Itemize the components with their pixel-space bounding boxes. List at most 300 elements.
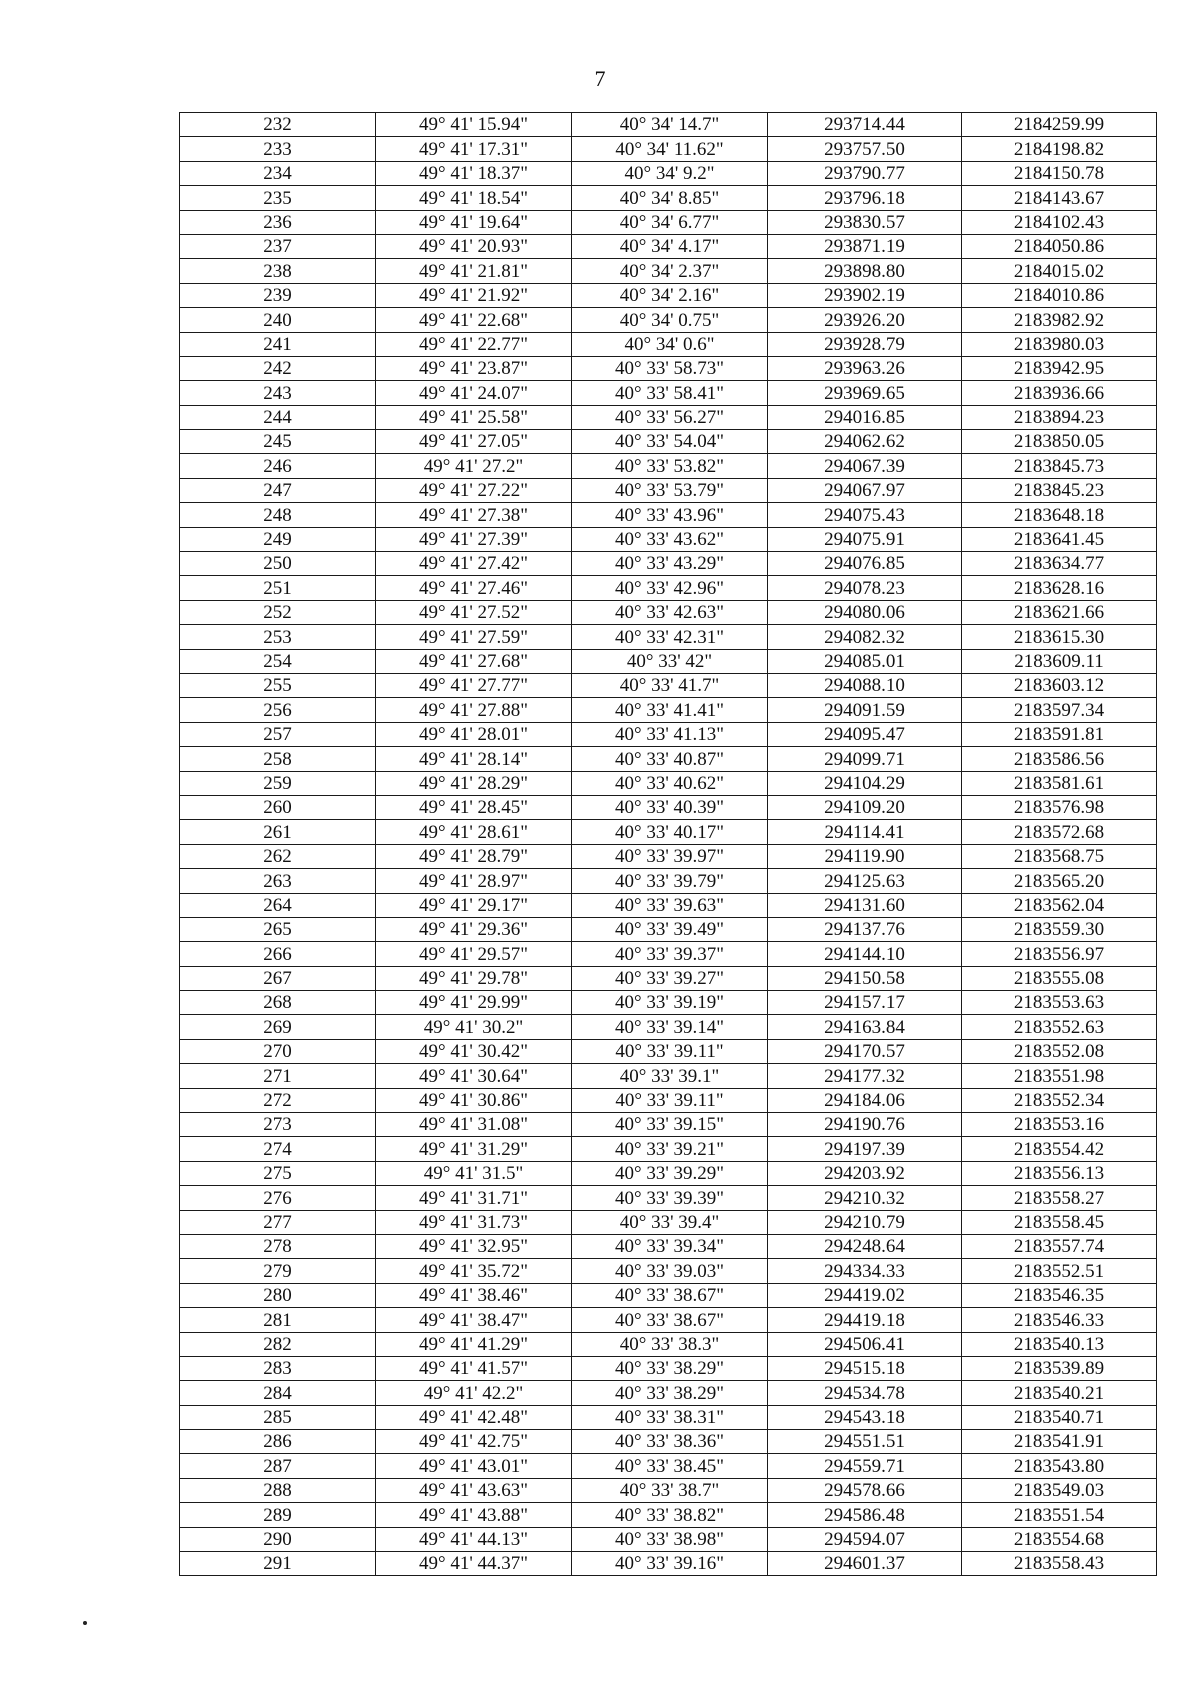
table-row [180, 795, 1157, 819]
longitude-cell: 40° 33' 53.79" [572, 478, 768, 502]
longitude-cell: 40° 33' 39.49" [572, 917, 768, 941]
y-coordinate-cell: 2183556.97 [962, 942, 1157, 966]
x-coordinate-cell: 294534.78 [768, 1381, 962, 1405]
point-number-cell: 264 [180, 893, 376, 917]
latitude-cell: 49° 41' 29.99" [376, 991, 572, 1015]
point-number-cell: 235 [180, 186, 376, 210]
table-row [180, 527, 1157, 551]
y-coordinate-cell: 2183543.80 [962, 1454, 1157, 1478]
table-row [180, 1259, 1157, 1283]
point-number-cell: 270 [180, 1039, 376, 1063]
table-row [180, 1088, 1157, 1112]
x-coordinate-cell: 294109.20 [768, 795, 962, 819]
table-row [180, 698, 1157, 722]
latitude-cell: 49° 41' 31.73" [376, 1210, 572, 1234]
x-coordinate-cell: 294248.64 [768, 1234, 962, 1258]
point-number-cell: 255 [180, 673, 376, 697]
point-number-cell: 244 [180, 405, 376, 429]
x-coordinate-cell: 293902.19 [768, 283, 962, 307]
point-number-cell: 246 [180, 454, 376, 478]
longitude-cell: 40° 33' 38.98" [572, 1527, 768, 1551]
x-coordinate-cell: 294144.10 [768, 942, 962, 966]
x-coordinate-cell: 294334.33 [768, 1259, 962, 1283]
y-coordinate-cell: 2183576.98 [962, 795, 1157, 819]
table-row [180, 1552, 1157, 1576]
latitude-cell: 49° 41' 28.01" [376, 722, 572, 746]
longitude-cell: 40° 33' 38.7" [572, 1478, 768, 1502]
x-coordinate-cell: 294543.18 [768, 1405, 962, 1429]
longitude-cell: 40° 33' 39.14" [572, 1015, 768, 1039]
longitude-cell: 40° 33' 40.62" [572, 771, 768, 795]
latitude-cell: 49° 41' 31.29" [376, 1137, 572, 1161]
point-number-cell: 236 [180, 210, 376, 234]
table-row [180, 161, 1157, 185]
y-coordinate-cell: 2184259.99 [962, 113, 1157, 137]
latitude-cell: 49° 41' 30.64" [376, 1064, 572, 1088]
x-coordinate-cell: 294076.85 [768, 552, 962, 576]
latitude-cell: 49° 41' 31.71" [376, 1186, 572, 1210]
longitude-cell: 40° 33' 38.29" [572, 1356, 768, 1380]
table-row [180, 405, 1157, 429]
point-number-cell: 237 [180, 234, 376, 258]
x-coordinate-cell: 294586.48 [768, 1503, 962, 1527]
longitude-cell: 40° 33' 41.13" [572, 722, 768, 746]
latitude-cell: 49° 41' 31.08" [376, 1113, 572, 1137]
x-coordinate-cell: 294210.79 [768, 1210, 962, 1234]
latitude-cell: 49° 41' 35.72" [376, 1259, 572, 1283]
latitude-cell: 49° 41' 23.87" [376, 356, 572, 380]
point-number-cell: 269 [180, 1015, 376, 1039]
longitude-cell: 40° 33' 38.67" [572, 1283, 768, 1307]
latitude-cell: 49° 41' 27.68" [376, 649, 572, 673]
point-number-cell: 245 [180, 430, 376, 454]
longitude-cell: 40° 34' 0.6" [572, 332, 768, 356]
table-row [180, 942, 1157, 966]
table-row [180, 1234, 1157, 1258]
point-number-cell: 253 [180, 625, 376, 649]
y-coordinate-cell: 2183558.27 [962, 1186, 1157, 1210]
longitude-cell: 40° 34' 9.2" [572, 161, 768, 185]
x-coordinate-cell: 293757.50 [768, 137, 962, 161]
point-number-cell: 277 [180, 1210, 376, 1234]
longitude-cell: 40° 33' 43.96" [572, 503, 768, 527]
table-row [180, 1381, 1157, 1405]
x-coordinate-cell: 294091.59 [768, 698, 962, 722]
latitude-cell: 49° 41' 41.29" [376, 1332, 572, 1356]
table-row [180, 1161, 1157, 1185]
latitude-cell: 49° 41' 31.5" [376, 1161, 572, 1185]
longitude-cell: 40° 33' 39.63" [572, 893, 768, 917]
x-coordinate-cell: 294067.97 [768, 478, 962, 502]
y-coordinate-cell: 2183556.13 [962, 1161, 1157, 1185]
longitude-cell: 40° 33' 43.62" [572, 527, 768, 551]
table-row [180, 844, 1157, 868]
y-coordinate-cell: 2184143.67 [962, 186, 1157, 210]
table-row [180, 210, 1157, 234]
x-coordinate-cell: 294119.90 [768, 844, 962, 868]
longitude-cell: 40° 33' 56.27" [572, 405, 768, 429]
page-number: 7 [594, 66, 606, 91]
table-row [180, 454, 1157, 478]
table-row [180, 625, 1157, 649]
y-coordinate-cell: 2183551.98 [962, 1064, 1157, 1088]
y-coordinate-cell: 2184015.02 [962, 259, 1157, 283]
latitude-cell: 49° 41' 22.77" [376, 332, 572, 356]
x-coordinate-cell: 293969.65 [768, 381, 962, 405]
y-coordinate-cell: 2184010.86 [962, 283, 1157, 307]
table-row [180, 234, 1157, 258]
longitude-cell: 40° 33' 39.37" [572, 942, 768, 966]
point-number-cell: 262 [180, 844, 376, 868]
table-row [180, 113, 1157, 137]
x-coordinate-cell: 294062.62 [768, 430, 962, 454]
longitude-cell: 40° 34' 14.7" [572, 113, 768, 137]
point-number-cell: 251 [180, 576, 376, 600]
longitude-cell: 40° 33' 58.41" [572, 381, 768, 405]
x-coordinate-cell: 294190.76 [768, 1113, 962, 1137]
table-row [180, 356, 1157, 380]
longitude-cell: 40° 34' 8.85" [572, 186, 768, 210]
table-row [180, 1210, 1157, 1234]
table-row [180, 869, 1157, 893]
x-coordinate-cell: 294067.39 [768, 454, 962, 478]
point-number-cell: 260 [180, 795, 376, 819]
x-coordinate-cell: 294080.06 [768, 600, 962, 624]
latitude-cell: 49° 41' 42.75" [376, 1430, 572, 1454]
y-coordinate-cell: 2183554.42 [962, 1137, 1157, 1161]
latitude-cell: 49° 41' 29.78" [376, 966, 572, 990]
point-number-cell: 273 [180, 1113, 376, 1137]
latitude-cell: 49° 41' 27.46" [376, 576, 572, 600]
y-coordinate-cell: 2183549.03 [962, 1478, 1157, 1502]
longitude-cell: 40° 33' 42" [572, 649, 768, 673]
point-number-cell: 252 [180, 600, 376, 624]
longitude-cell: 40° 33' 38.36" [572, 1430, 768, 1454]
y-coordinate-cell: 2183555.08 [962, 966, 1157, 990]
latitude-cell: 49° 41' 21.92" [376, 283, 572, 307]
y-coordinate-cell: 2183591.81 [962, 722, 1157, 746]
point-number-cell: 234 [180, 161, 376, 185]
table-row [180, 649, 1157, 673]
latitude-cell: 49° 41' 38.47" [376, 1308, 572, 1332]
table-row [180, 259, 1157, 283]
latitude-cell: 49° 41' 28.61" [376, 820, 572, 844]
y-coordinate-cell: 2183553.16 [962, 1113, 1157, 1137]
table-row [180, 1430, 1157, 1454]
latitude-cell: 49° 41' 19.64" [376, 210, 572, 234]
table-row [180, 552, 1157, 576]
x-coordinate-cell: 294601.37 [768, 1552, 962, 1576]
x-coordinate-cell: 294578.66 [768, 1478, 962, 1502]
point-number-cell: 283 [180, 1356, 376, 1380]
x-coordinate-cell: 294551.51 [768, 1430, 962, 1454]
point-number-cell: 232 [180, 113, 376, 137]
longitude-cell: 40° 33' 39.21" [572, 1137, 768, 1161]
table-row [180, 137, 1157, 161]
x-coordinate-cell: 294131.60 [768, 893, 962, 917]
point-number-cell: 250 [180, 552, 376, 576]
point-number-cell: 258 [180, 747, 376, 771]
x-coordinate-cell: 294078.23 [768, 576, 962, 600]
y-coordinate-cell: 2183552.34 [962, 1088, 1157, 1112]
latitude-cell: 49° 41' 29.57" [376, 942, 572, 966]
x-coordinate-cell: 294082.32 [768, 625, 962, 649]
table-row [180, 430, 1157, 454]
longitude-cell: 40° 33' 38.82" [572, 1503, 768, 1527]
y-coordinate-cell: 2183845.73 [962, 454, 1157, 478]
x-coordinate-cell: 294104.29 [768, 771, 962, 795]
x-coordinate-cell: 294150.58 [768, 966, 962, 990]
y-coordinate-cell: 2183603.12 [962, 673, 1157, 697]
table-row [180, 1113, 1157, 1137]
y-coordinate-cell: 2183936.66 [962, 381, 1157, 405]
x-coordinate-cell: 294197.39 [768, 1137, 962, 1161]
point-number-cell: 275 [180, 1161, 376, 1185]
longitude-cell: 40° 34' 2.16" [572, 283, 768, 307]
latitude-cell: 49° 41' 27.05" [376, 430, 572, 454]
longitude-cell: 40° 33' 39.16" [572, 1552, 768, 1576]
longitude-cell: 40° 33' 41.41" [572, 698, 768, 722]
point-number-cell: 288 [180, 1478, 376, 1502]
latitude-cell: 49° 41' 41.57" [376, 1356, 572, 1380]
table-row [180, 600, 1157, 624]
longitude-cell: 40° 33' 38.45" [572, 1454, 768, 1478]
point-number-cell: 248 [180, 503, 376, 527]
point-number-cell: 257 [180, 722, 376, 746]
latitude-cell: 49° 41' 44.13" [376, 1527, 572, 1551]
x-coordinate-cell: 293963.26 [768, 356, 962, 380]
longitude-cell: 40° 33' 40.17" [572, 820, 768, 844]
x-coordinate-cell: 293928.79 [768, 332, 962, 356]
point-number-cell: 286 [180, 1430, 376, 1454]
point-number-cell: 289 [180, 1503, 376, 1527]
latitude-cell: 49° 41' 21.81" [376, 259, 572, 283]
point-number-cell: 259 [180, 771, 376, 795]
table-row [180, 1478, 1157, 1502]
x-coordinate-cell: 293871.19 [768, 234, 962, 258]
latitude-cell: 49° 41' 30.86" [376, 1088, 572, 1112]
latitude-cell: 49° 41' 38.46" [376, 1283, 572, 1307]
longitude-cell: 40° 33' 39.39" [572, 1186, 768, 1210]
x-coordinate-cell: 293790.77 [768, 161, 962, 185]
x-coordinate-cell: 294419.18 [768, 1308, 962, 1332]
y-coordinate-cell: 2183894.23 [962, 405, 1157, 429]
point-number-cell: 263 [180, 869, 376, 893]
y-coordinate-cell: 2184102.43 [962, 210, 1157, 234]
longitude-cell: 40° 33' 42.31" [572, 625, 768, 649]
latitude-cell: 49° 41' 24.07" [376, 381, 572, 405]
table-row [180, 478, 1157, 502]
x-coordinate-cell: 293714.44 [768, 113, 962, 137]
table-row [180, 1503, 1157, 1527]
point-number-cell: 247 [180, 478, 376, 502]
table-row [180, 381, 1157, 405]
y-coordinate-cell: 2183942.95 [962, 356, 1157, 380]
point-number-cell: 241 [180, 332, 376, 356]
point-number-cell: 279 [180, 1259, 376, 1283]
x-coordinate-cell: 294125.63 [768, 869, 962, 893]
coordinates-table-body [180, 113, 1157, 1576]
longitude-cell: 40° 33' 39.11" [572, 1039, 768, 1063]
table-row [180, 1137, 1157, 1161]
longitude-cell: 40° 33' 42.63" [572, 600, 768, 624]
longitude-cell: 40° 34' 11.62" [572, 137, 768, 161]
latitude-cell: 49° 41' 17.31" [376, 137, 572, 161]
table-row [180, 917, 1157, 941]
x-coordinate-cell: 294203.92 [768, 1161, 962, 1185]
y-coordinate-cell: 2183558.43 [962, 1552, 1157, 1576]
y-coordinate-cell: 2183546.35 [962, 1283, 1157, 1307]
x-coordinate-cell: 293796.18 [768, 186, 962, 210]
y-coordinate-cell: 2183581.61 [962, 771, 1157, 795]
x-coordinate-cell: 294016.85 [768, 405, 962, 429]
y-coordinate-cell: 2184050.86 [962, 234, 1157, 258]
table-row [180, 1356, 1157, 1380]
x-coordinate-cell: 294088.10 [768, 673, 962, 697]
stray-mark [83, 1621, 87, 1625]
table-row [180, 771, 1157, 795]
latitude-cell: 49° 41' 20.93" [376, 234, 572, 258]
latitude-cell: 49° 41' 44.37" [376, 1552, 572, 1576]
latitude-cell: 49° 41' 27.39" [376, 527, 572, 551]
point-number-cell: 256 [180, 698, 376, 722]
table-row [180, 1308, 1157, 1332]
x-coordinate-cell: 294095.47 [768, 722, 962, 746]
latitude-cell: 49° 41' 28.14" [376, 747, 572, 771]
point-number-cell: 254 [180, 649, 376, 673]
latitude-cell: 49° 41' 15.94" [376, 113, 572, 137]
point-number-cell: 274 [180, 1137, 376, 1161]
table-row [180, 1283, 1157, 1307]
latitude-cell: 49° 41' 29.36" [376, 917, 572, 941]
longitude-cell: 40° 33' 39.97" [572, 844, 768, 868]
latitude-cell: 49° 41' 25.58" [376, 405, 572, 429]
point-number-cell: 278 [180, 1234, 376, 1258]
point-number-cell: 291 [180, 1552, 376, 1576]
table-row [180, 1332, 1157, 1356]
point-number-cell: 282 [180, 1332, 376, 1356]
x-coordinate-cell: 294506.41 [768, 1332, 962, 1356]
x-coordinate-cell: 294184.06 [768, 1088, 962, 1112]
y-coordinate-cell: 2183621.66 [962, 600, 1157, 624]
point-number-cell: 266 [180, 942, 376, 966]
x-coordinate-cell: 294085.01 [768, 649, 962, 673]
longitude-cell: 40° 33' 53.82" [572, 454, 768, 478]
y-coordinate-cell: 2183641.45 [962, 527, 1157, 551]
point-number-cell: 272 [180, 1088, 376, 1112]
latitude-cell: 49° 41' 28.29" [376, 771, 572, 795]
longitude-cell: 40° 33' 58.73" [572, 356, 768, 380]
x-coordinate-cell: 294114.41 [768, 820, 962, 844]
y-coordinate-cell: 2184150.78 [962, 161, 1157, 185]
longitude-cell: 40° 33' 40.39" [572, 795, 768, 819]
x-coordinate-cell: 294210.32 [768, 1186, 962, 1210]
y-coordinate-cell: 2183609.11 [962, 649, 1157, 673]
y-coordinate-cell: 2183562.04 [962, 893, 1157, 917]
table-row [180, 576, 1157, 600]
y-coordinate-cell: 2183982.92 [962, 308, 1157, 332]
y-coordinate-cell: 2183586.56 [962, 747, 1157, 771]
longitude-cell: 40° 34' 2.37" [572, 259, 768, 283]
longitude-cell: 40° 33' 39.11" [572, 1088, 768, 1112]
y-coordinate-cell: 2183597.34 [962, 698, 1157, 722]
longitude-cell: 40° 34' 6.77" [572, 210, 768, 234]
point-number-cell: 239 [180, 283, 376, 307]
table-row [180, 503, 1157, 527]
longitude-cell: 40° 33' 40.87" [572, 747, 768, 771]
table-row [180, 673, 1157, 697]
longitude-cell: 40° 33' 39.79" [572, 869, 768, 893]
x-coordinate-cell: 294594.07 [768, 1527, 962, 1551]
x-coordinate-cell: 293898.80 [768, 259, 962, 283]
latitude-cell: 49° 41' 32.95" [376, 1234, 572, 1258]
latitude-cell: 49° 41' 28.79" [376, 844, 572, 868]
table-row [180, 1064, 1157, 1088]
longitude-cell: 40° 33' 39.29" [572, 1161, 768, 1185]
latitude-cell: 49° 41' 43.63" [376, 1478, 572, 1502]
point-number-cell: 267 [180, 966, 376, 990]
latitude-cell: 49° 41' 30.2" [376, 1015, 572, 1039]
y-coordinate-cell: 2183850.05 [962, 430, 1157, 454]
longitude-cell: 40° 33' 43.29" [572, 552, 768, 576]
latitude-cell: 49° 41' 42.48" [376, 1405, 572, 1429]
y-coordinate-cell: 2183648.18 [962, 503, 1157, 527]
point-number-cell: 271 [180, 1064, 376, 1088]
longitude-cell: 40° 33' 39.15" [572, 1113, 768, 1137]
latitude-cell: 49° 41' 27.88" [376, 698, 572, 722]
latitude-cell: 49° 41' 27.22" [376, 478, 572, 502]
latitude-cell: 49° 41' 18.37" [376, 161, 572, 185]
table-row [180, 1405, 1157, 1429]
longitude-cell: 40° 33' 38.29" [572, 1381, 768, 1405]
x-coordinate-cell: 294075.91 [768, 527, 962, 551]
x-coordinate-cell: 293926.20 [768, 308, 962, 332]
y-coordinate-cell: 2183557.74 [962, 1234, 1157, 1258]
y-coordinate-cell: 2183554.68 [962, 1527, 1157, 1551]
longitude-cell: 40° 34' 4.17" [572, 234, 768, 258]
longitude-cell: 40° 33' 39.19" [572, 991, 768, 1015]
point-number-cell: 281 [180, 1308, 376, 1332]
latitude-cell: 49° 41' 43.01" [376, 1454, 572, 1478]
longitude-cell: 40° 33' 38.3" [572, 1332, 768, 1356]
point-number-cell: 261 [180, 820, 376, 844]
table-row [180, 283, 1157, 307]
y-coordinate-cell: 2183552.63 [962, 1015, 1157, 1039]
point-number-cell: 265 [180, 917, 376, 941]
latitude-cell: 49° 41' 28.45" [376, 795, 572, 819]
longitude-cell: 40° 33' 39.03" [572, 1259, 768, 1283]
y-coordinate-cell: 2183540.71 [962, 1405, 1157, 1429]
point-number-cell: 284 [180, 1381, 376, 1405]
longitude-cell: 40° 33' 39.27" [572, 966, 768, 990]
table-row [180, 1454, 1157, 1478]
y-coordinate-cell: 2183541.91 [962, 1430, 1157, 1454]
latitude-cell: 49° 41' 28.97" [376, 869, 572, 893]
table-row [180, 332, 1157, 356]
table-row [180, 966, 1157, 990]
y-coordinate-cell: 2183634.77 [962, 552, 1157, 576]
x-coordinate-cell: 294157.17 [768, 991, 962, 1015]
y-coordinate-cell: 2183568.75 [962, 844, 1157, 868]
point-number-cell: 268 [180, 991, 376, 1015]
y-coordinate-cell: 2183539.89 [962, 1356, 1157, 1380]
y-coordinate-cell: 2183551.54 [962, 1503, 1157, 1527]
latitude-cell: 49° 41' 27.38" [376, 503, 572, 527]
y-coordinate-cell: 2183845.23 [962, 478, 1157, 502]
table-row [180, 893, 1157, 917]
latitude-cell: 49° 41' 27.59" [376, 625, 572, 649]
table-row [180, 1527, 1157, 1551]
